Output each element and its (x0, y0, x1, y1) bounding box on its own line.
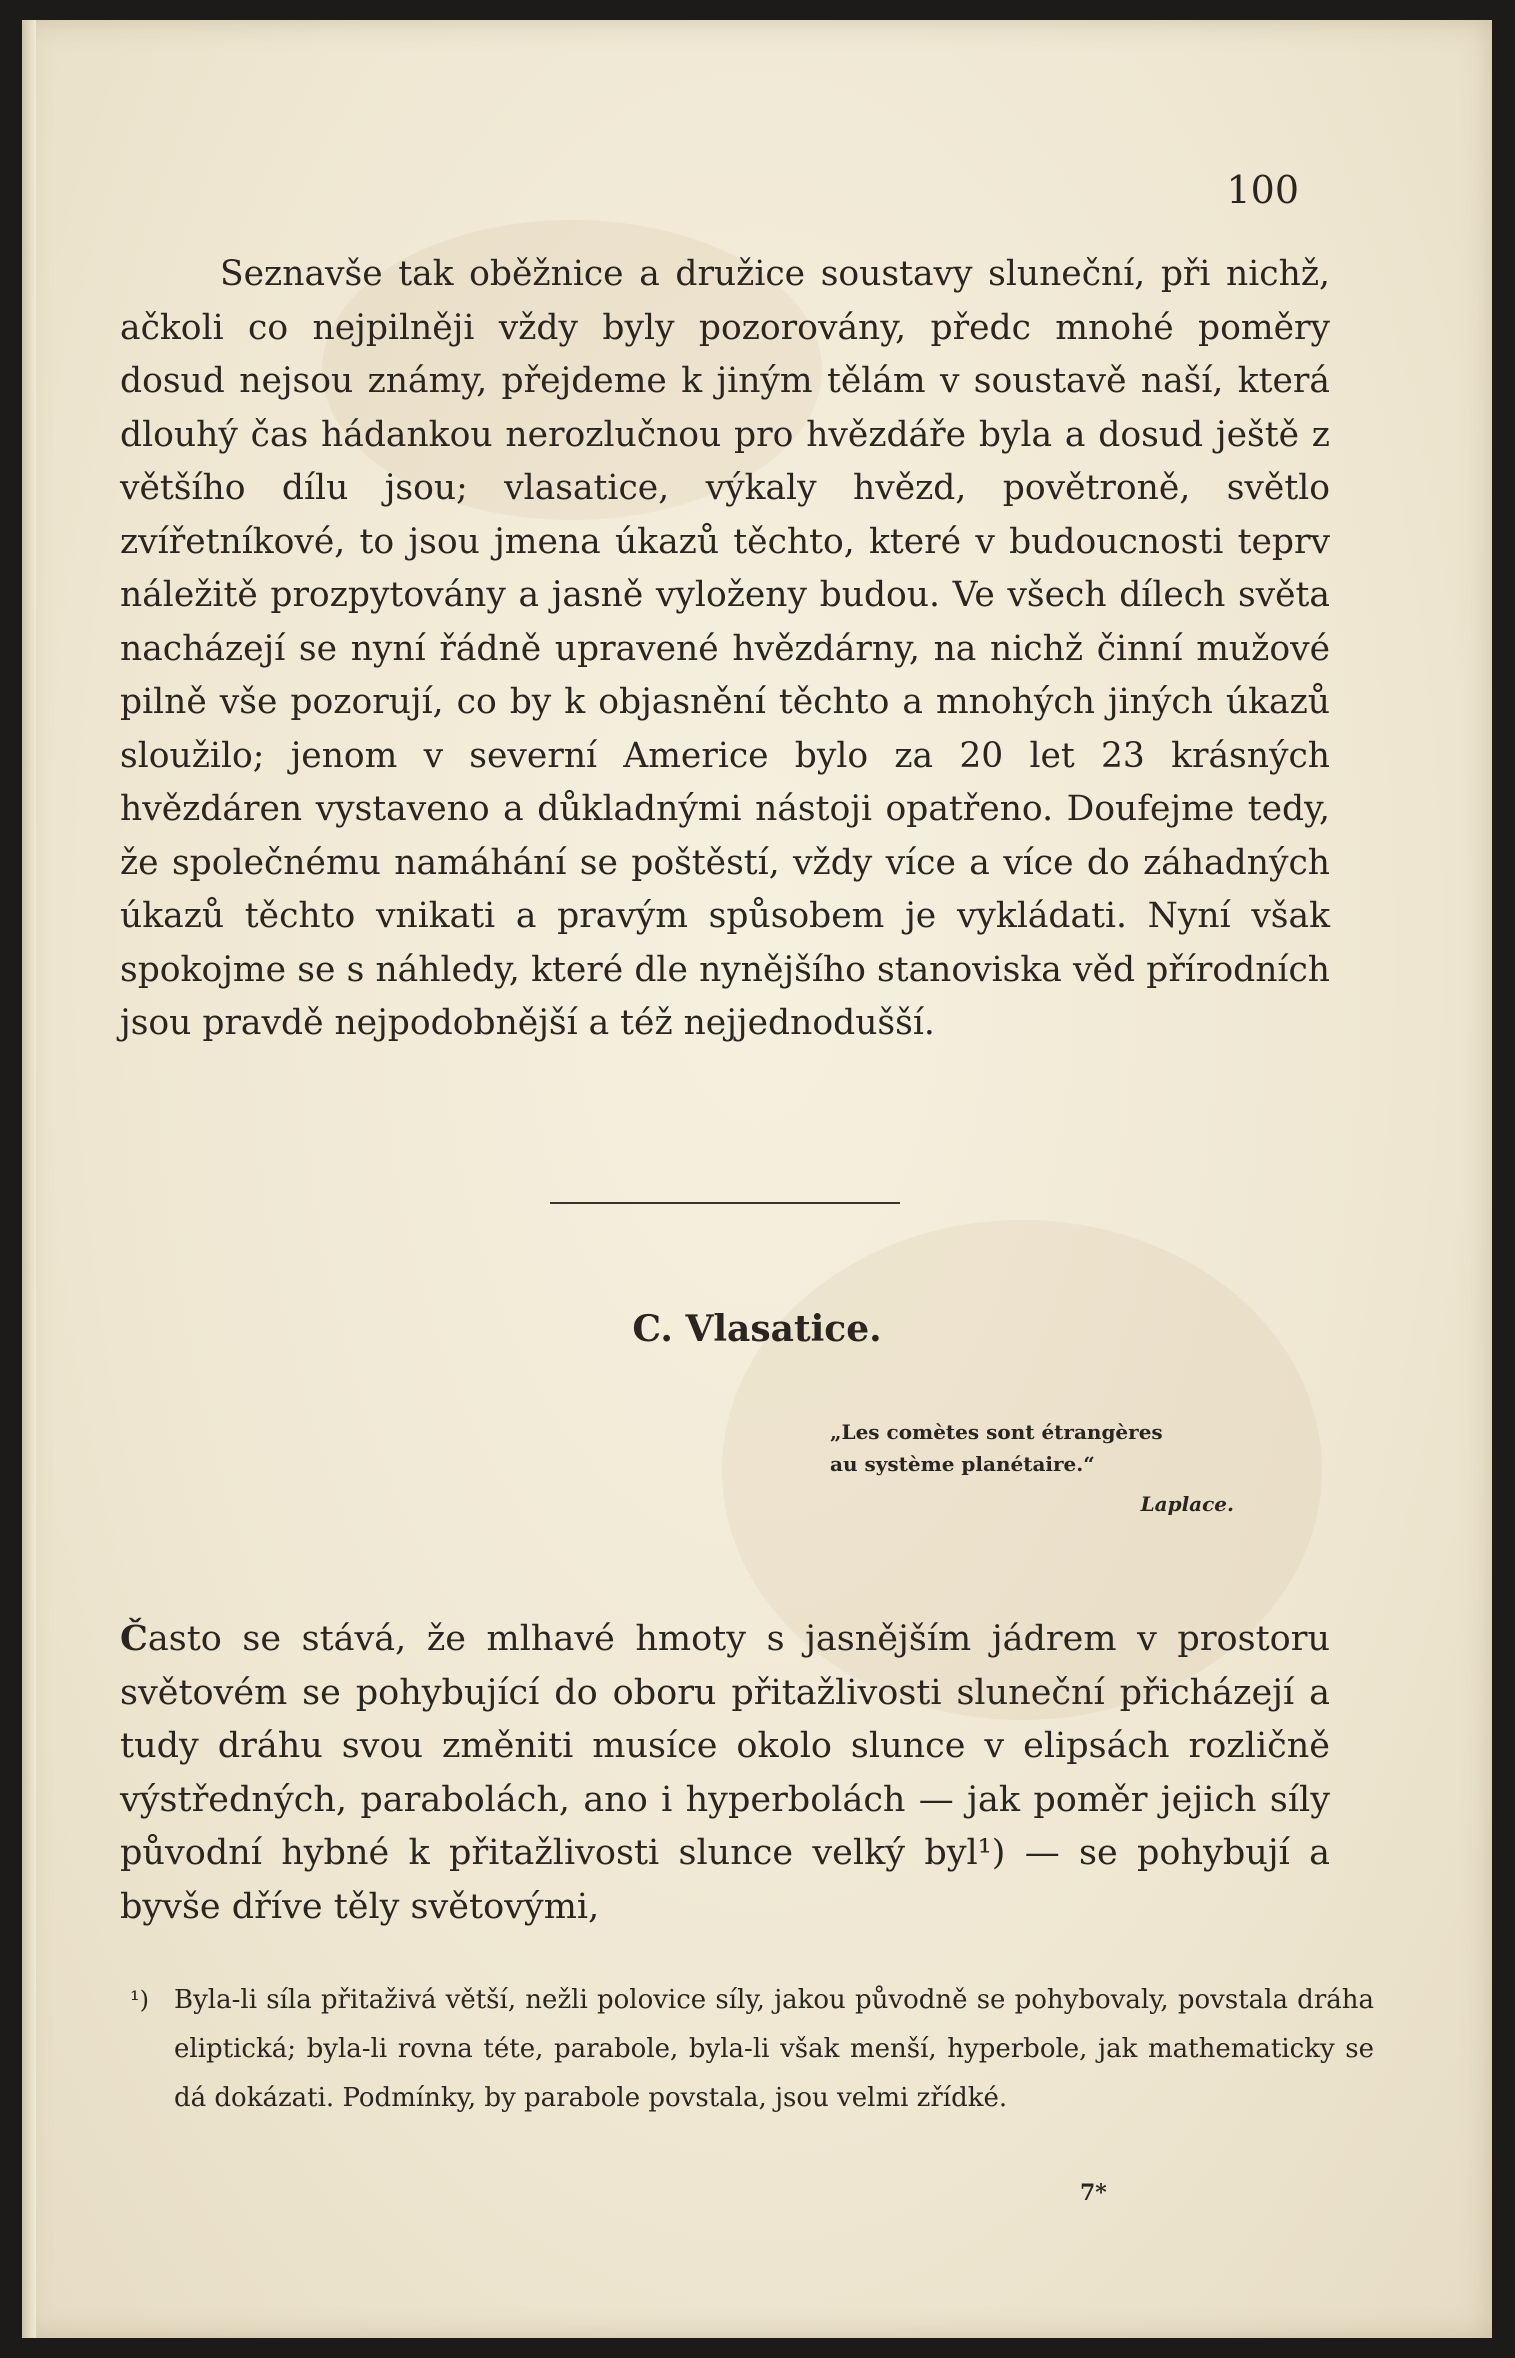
book-page (22, 20, 1492, 2338)
paragraph-intro: Seznavše tak oběžnice a družice soustavy sluneční, při nichž, ačkoli co nejpilněji vždy byly pozorovány, předc mnohé poměry dosud nejsou známy, přejdeme k jiným tělám v soustavě naší, která dlouhý čas hádankou nerozlučnou pro hvězdáře byla a dosud ještě z většího dílu jsou; vlasatice, výkaly hvězd, povětroně, světlo zvířetníkové, to jsou jmena úkazů těchto, které v budoucnosti teprv náležitě prozpytovány a jasně vyloženy budou. Ve všech dílech světa nacházejí se nyní řádně upravené hvězdárny, na nichž činní mužové pilně vše pozorují, co by k objasnění těchto a mnohých jiných úkazů sloužilo; jenom v severní Americe bylo za 20 let 23 krásných hvězdáren vystaveno a důkladnými nástoji opatřeno. Doufejme tedy, že společnému namáhání se poštěstí, vždy více a více do záhadných úkazů těchto vnikati a pravým spůsobem je vykládati. Nyní však spokojme se s náhledy, které dle nynějšího stanoviska věd přírodních jsou pravdě nejpodobnější a též nejjednodušší. (120, 254, 1330, 1043)
section-heading: C. Vlasatice. (632, 1308, 882, 1350)
epigraph-author: Laplace. (1140, 1492, 1234, 1516)
page-binding-edge (22, 20, 36, 2338)
footnote (130, 1976, 1374, 2123)
printer-signature: 7* (1080, 2180, 1107, 2206)
epigraph-line: „Les comètes sont étrangères (830, 1420, 1163, 1444)
section-divider (550, 1202, 900, 1204)
footnote-marker: ¹) (130, 1986, 149, 2014)
footnote-text: Byla-li síla přitaživá větší, nežli polovice síly, jakou původně se pohybovaly, povstala dráha eliptická; byla-li rovna téte, parabole, byla-li však menší, hyperbole, jak mathematicky se dá dokázati. Podmínky, by parabole povstala, jsou velmi zřídké. (174, 1985, 1374, 2113)
page-number: 100 (1226, 168, 1299, 212)
paragraph-body: asto se stává, že mlhavé hmoty s jasnějším jádrem v prostoru světovém se pohybující do oboru přitažlivosti sluneční přicházejí a tudy dráhu svou změniti musíce okolo slunce v elipsách rozličně výstředných, parabolách, ano i hyperbolách — jak poměr jejich síly původní hybné k přitažlivosti slunce velký byl¹) — se pohybují a byvše dříve těly světovými, (120, 1619, 1330, 1927)
paragraph-initial: Č (120, 1618, 148, 1659)
paragraph-comets (120, 1612, 1330, 1934)
epigraph (830, 1416, 1250, 1520)
epigraph-line: au système planétaire.“ (830, 1452, 1095, 1476)
